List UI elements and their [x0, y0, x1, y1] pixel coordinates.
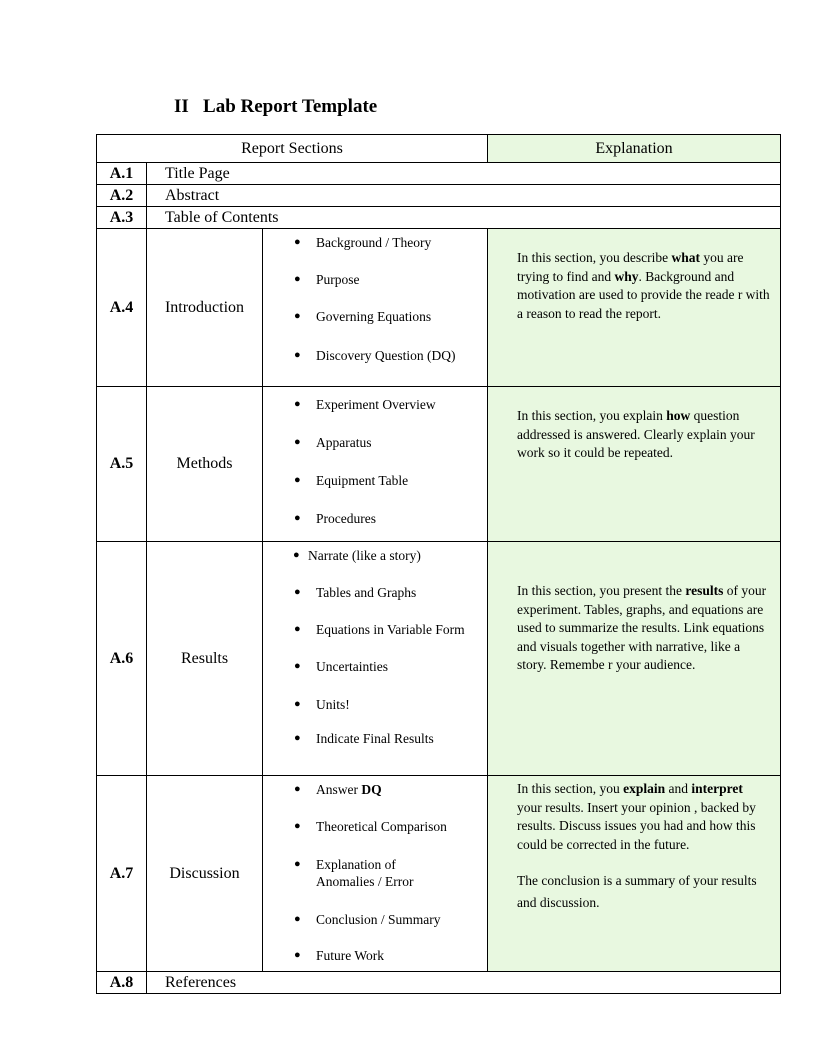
row-code: A.8 — [97, 972, 147, 994]
table-row-discussion — [97, 776, 781, 972]
row-code: A.3 — [97, 207, 147, 229]
list-item: ● Purpose — [294, 272, 360, 287]
list-item: ● Narrate (like a story) — [293, 548, 421, 563]
list-item: ● Future Work — [294, 948, 385, 963]
explanation-text: In this section, you present the results of your experiment. Tables, graphs, and equations are used to summarize the results. Link equations and visuals together with narrative, like a story. Remembe r your audience. — [517, 583, 767, 672]
list-item: ● Experiment Overview — [294, 397, 436, 412]
row-code: A.2 — [97, 185, 147, 207]
bullet-cell — [263, 776, 488, 972]
list-item: ● Governing Equations — [294, 309, 432, 324]
table-row-results — [97, 542, 781, 776]
row-code: A.1 — [97, 163, 147, 185]
bullet-cell — [263, 542, 488, 776]
list-item: ● Explanation of Anomalies / Error — [294, 857, 414, 889]
table-header-row — [97, 135, 781, 163]
row-name: Table of Contents — [147, 207, 781, 229]
explanation-text: In this section, you explain how question addressed is answered. Clearly explain your work so it could be repeated. — [517, 408, 755, 460]
list-item: ● Procedures — [294, 511, 376, 526]
section-name: Introduction — [147, 229, 263, 387]
table-row — [97, 163, 781, 185]
list-item: ● Apparatus — [294, 435, 372, 450]
table-row-methods — [97, 387, 781, 542]
section-name: Methods — [147, 387, 263, 542]
page-title: II Lab Report Template — [174, 96, 378, 117]
table-row-introduction — [97, 229, 781, 387]
list-item: ● Discovery Question (DQ) — [294, 348, 456, 363]
table-row — [97, 185, 781, 207]
bullet-cell — [263, 229, 488, 387]
list-item: ● Theoretical Comparison — [294, 819, 447, 834]
list-item: ● Background / Theory — [294, 235, 432, 250]
explanation-conclusion-text: The conclusion is a summary of your results and discussion. — [517, 873, 757, 910]
list-item: ● Units! — [294, 697, 350, 712]
section-name: Discussion — [147, 776, 263, 972]
explanation-cell — [488, 776, 781, 972]
bullet-cell — [263, 387, 488, 542]
list-item: ● Equipment Table — [294, 473, 409, 488]
explanation-cell — [488, 387, 781, 542]
row-name: Title Page — [147, 163, 781, 185]
header-explanation: Explanation — [488, 135, 781, 163]
explanation-text: In this section, you explain and interpret your results. Insert your opinion , backed by results. Discuss issues you had and how this could be corrected in the future. — [517, 781, 756, 852]
lab-report-table — [96, 134, 781, 994]
section-name: Results — [147, 542, 263, 776]
explanation-cell — [488, 229, 781, 387]
list-item: ● Conclusion / Summary — [294, 912, 441, 927]
list-item: ● Equations in Variable Form — [294, 622, 465, 637]
row-code: A.6 — [97, 542, 147, 776]
row-name: References — [147, 972, 781, 994]
list-item: ● Indicate Final Results — [294, 731, 434, 746]
explanation-cell — [488, 542, 781, 776]
list-item: ● Tables and Graphs — [294, 585, 417, 600]
explanation-text: In this section, you describe what you are trying to find and why. Background and motivation are used to provide the reade r with a reason to read the report. — [517, 250, 770, 321]
row-code: A.7 — [97, 776, 147, 972]
list-item: ● Uncertainties — [294, 659, 388, 674]
header-report-sections: Report Sections — [97, 135, 488, 163]
row-code: A.4 — [97, 229, 147, 387]
row-code: A.5 — [97, 387, 147, 542]
table-row — [97, 972, 781, 994]
list-item: ● Answer DQ — [294, 782, 382, 797]
row-name: Abstract — [147, 185, 781, 207]
table-row — [97, 207, 781, 229]
